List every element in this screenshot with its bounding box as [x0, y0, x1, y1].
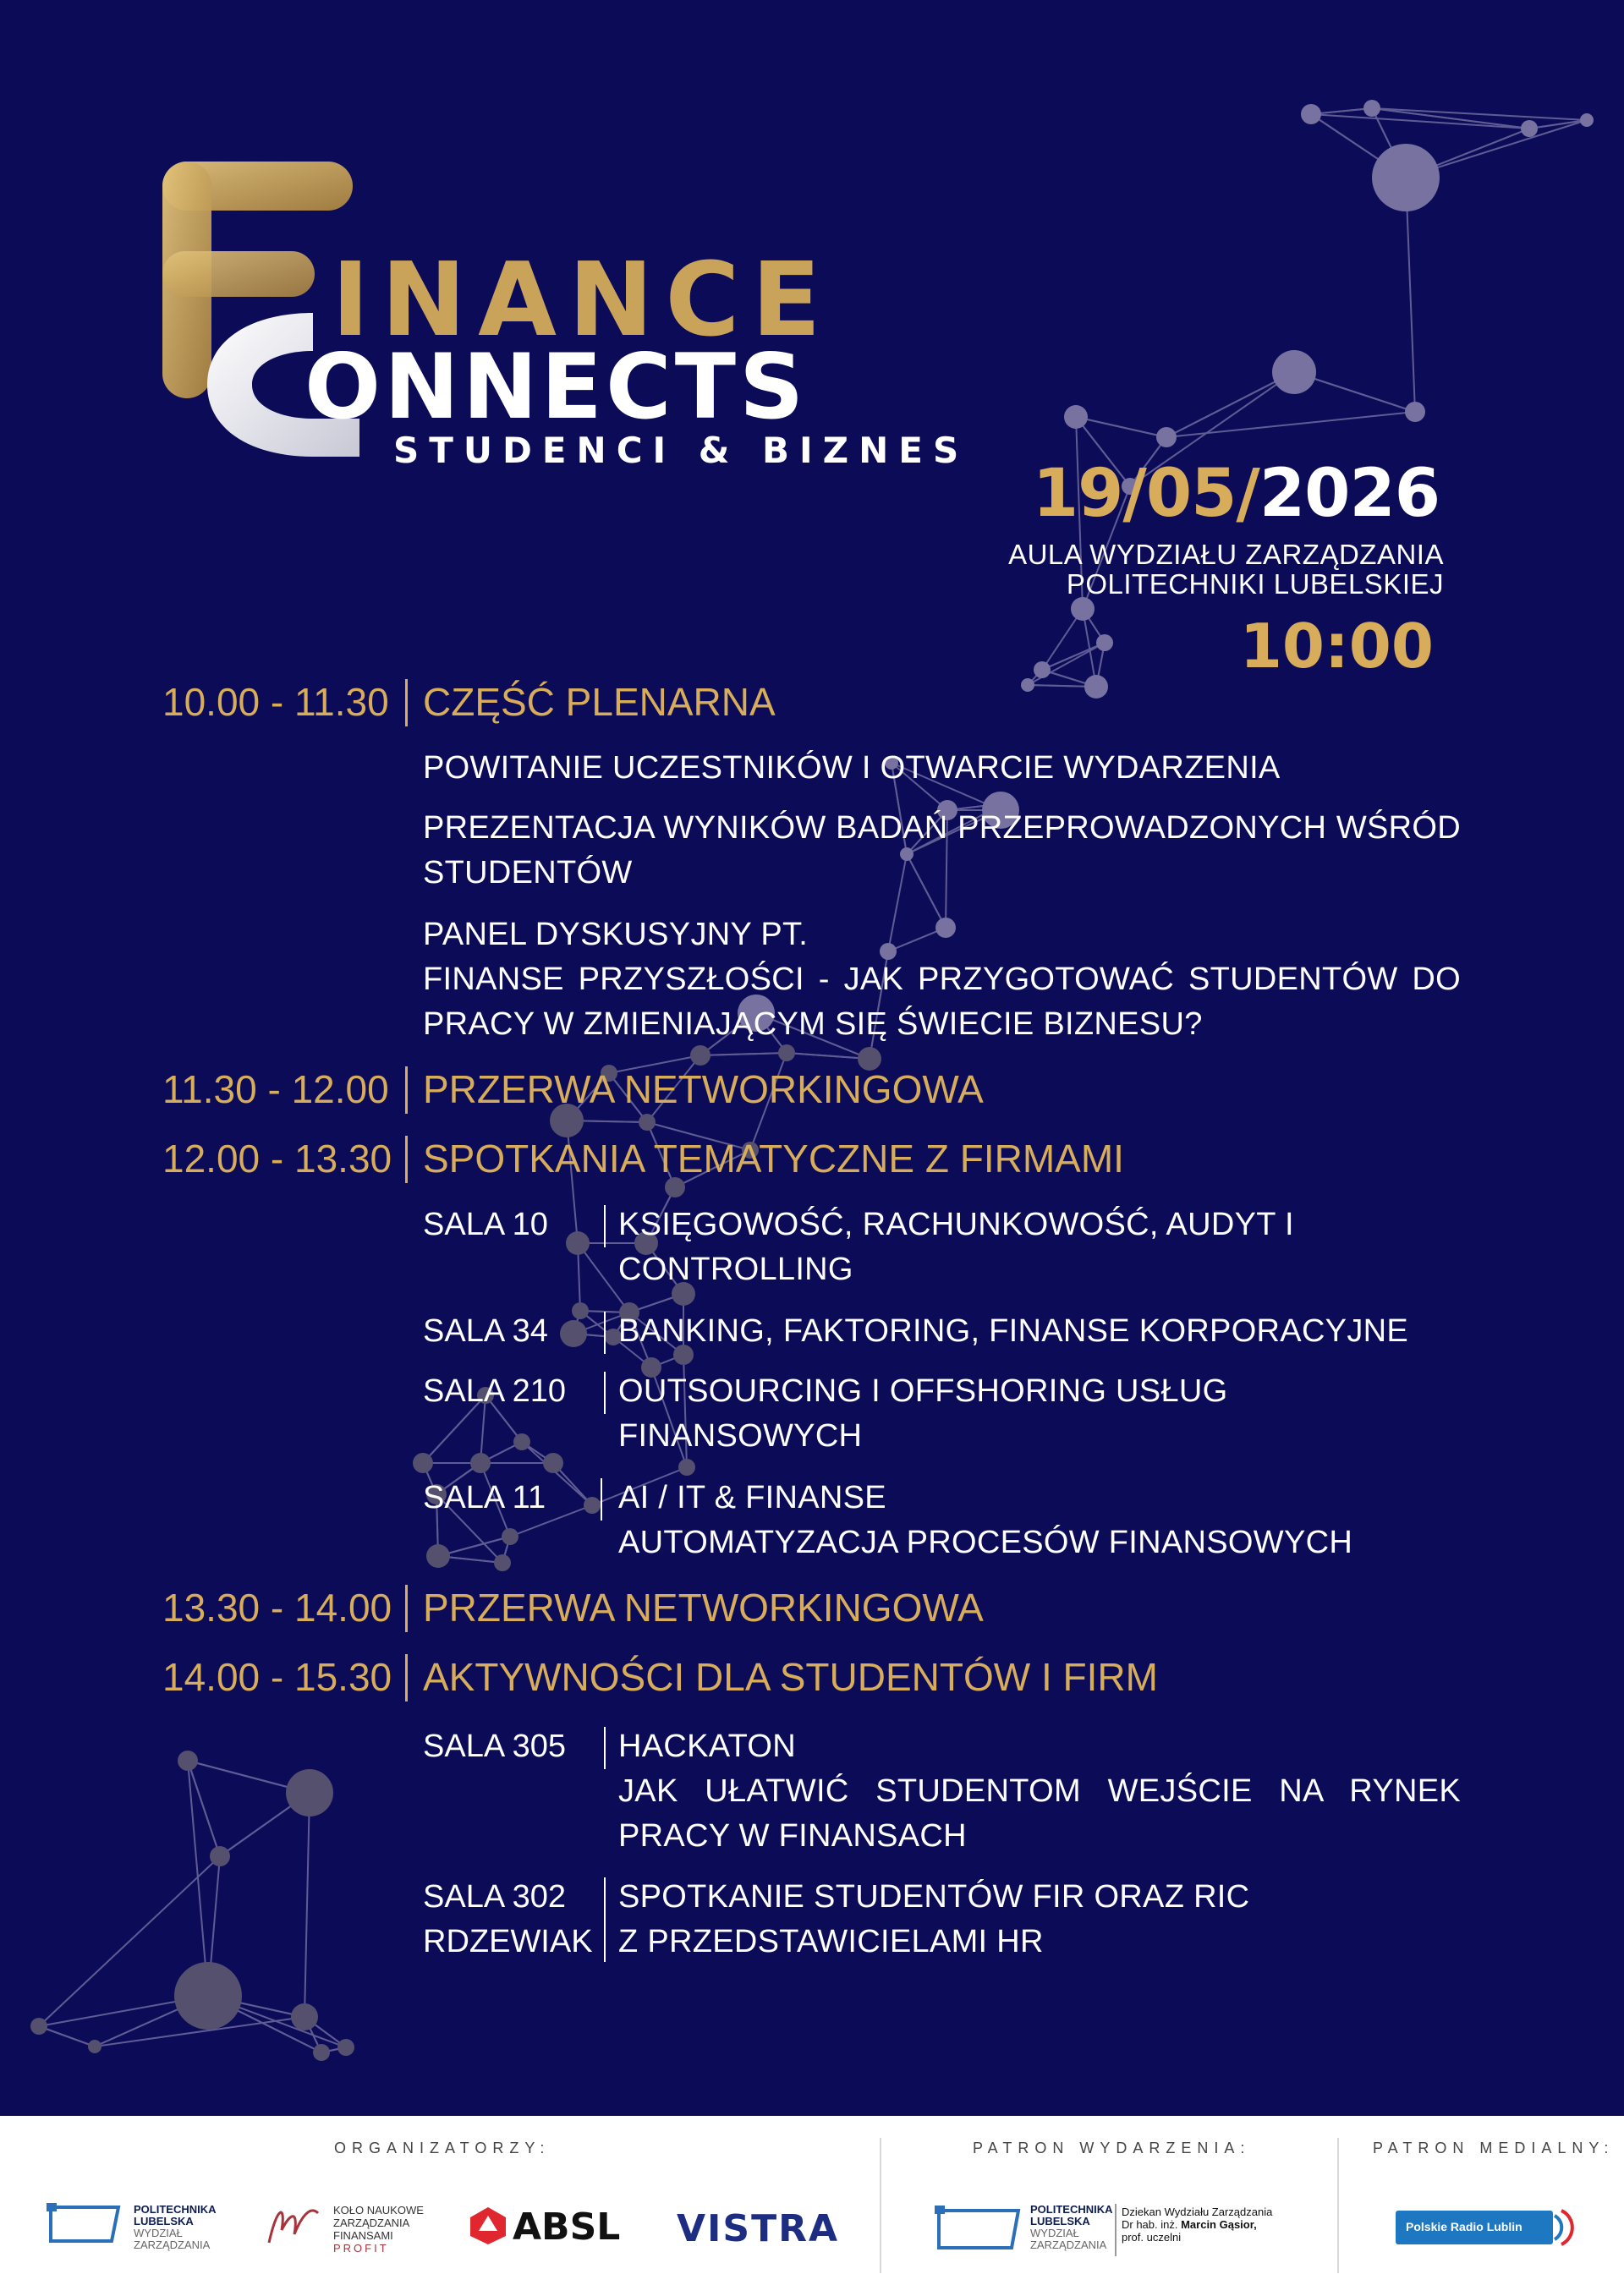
network-node — [1064, 405, 1088, 429]
dean-title: Dziekan Wydziału Zarządzania — [1122, 2206, 1273, 2218]
patron-label: PATRON WYDARZENIA: — [973, 2140, 1251, 2156]
org-name-line: PROFIT — [333, 2242, 389, 2255]
room-label: SALA 302 — [423, 1879, 567, 1915]
section-time: 12.00 - 13.30 — [162, 1137, 392, 1181]
section-divider — [405, 679, 408, 726]
network-node — [494, 1554, 511, 1571]
network-node — [778, 1044, 795, 1061]
event-start-time: 10:00 — [1239, 611, 1434, 682]
network-line — [1406, 178, 1415, 412]
network-node — [513, 1433, 530, 1450]
room-divider — [604, 1312, 606, 1354]
media-patron-label: PATRON MEDIALNY: — [1373, 2140, 1615, 2156]
patron-divider — [1115, 2204, 1116, 2256]
section-divider — [405, 1654, 408, 1701]
room-topic: JAK UŁATWIĆ STUDENTOM WEJŚCIE NA RYNEK PRACY W FINANSACH — [618, 1773, 1461, 1854]
org-sub-line: WYDZIAŁ — [1030, 2227, 1079, 2239]
organizers-label: ORGANIZATORZY: — [334, 2140, 551, 2156]
event-date-daymonth: 19/05/ — [1032, 456, 1259, 532]
room-divider — [601, 1478, 602, 1521]
room-divider — [604, 1372, 606, 1414]
section-time: 14.00 - 15.30 — [162, 1655, 392, 1699]
network-node — [584, 1497, 601, 1514]
room-topic: KSIĘGOWOŚĆ, RACHUNKOWOŚĆ, AUDYT I CONTROLLING — [618, 1207, 1294, 1287]
radio-name: Polskie Radio Lublin — [1406, 2220, 1522, 2233]
room-topic: SPOTKANIE STUDENTÓW FIR ORAZ RIC — [618, 1879, 1250, 1915]
room-divider — [604, 1727, 606, 1769]
room-label: SALA 305 — [423, 1729, 567, 1764]
network-line — [39, 2026, 95, 2047]
footer-divider — [880, 2138, 881, 2273]
room-topic: OUTSOURCING I OFFSHORING USŁUG FINANSOWYCH — [618, 1373, 1228, 1454]
section-time: 13.30 - 14.00 — [162, 1586, 392, 1630]
network-node — [337, 2039, 354, 2056]
network-node — [178, 1751, 198, 1771]
dean-degree: Dr hab. inż. — [1122, 2218, 1182, 2231]
section-title: CZĘŚĆ PLENARNA — [423, 680, 776, 724]
agenda-item: PREZENTACJA WYNIKÓW BADAŃ PRZEPROWADZONYCH WŚRÓD STUDENTÓW — [423, 810, 1461, 890]
section-divider — [405, 1066, 408, 1114]
room-topic: AI / IT & FINANSE — [618, 1480, 886, 1515]
network-node — [1521, 120, 1538, 137]
room-label: RDZEWIAK — [423, 1924, 593, 1959]
network-line — [1529, 120, 1587, 129]
network-line — [1166, 412, 1415, 437]
room-topic: Z PRZEDSTAWICIELAMI HR — [618, 1924, 1044, 1959]
network-node — [1034, 661, 1051, 678]
network-node — [1580, 113, 1594, 127]
network-node — [1156, 427, 1177, 447]
network-node — [1084, 675, 1108, 699]
network-node — [1071, 597, 1095, 621]
sponsors-footer — [0, 2116, 1624, 2296]
org-name-line: POLITECHNIKA — [1030, 2203, 1113, 2216]
room-label: SALA 34 — [423, 1313, 548, 1349]
network-node — [543, 1453, 563, 1473]
network-node — [1405, 402, 1425, 422]
network-node — [470, 1453, 491, 1473]
section-title: PRZERWA NETWORKINGOWA — [423, 1067, 984, 1111]
network-node — [572, 1302, 589, 1319]
dean-name: Marcin Gąsior, — [1181, 2218, 1257, 2231]
network-node — [1272, 350, 1316, 394]
network-node — [690, 1045, 710, 1066]
venue-line-2: POLITECHNIKI LUBELSKIEJ — [1066, 568, 1444, 600]
absl-hexagon-icon — [469, 2206, 508, 2246]
network-node — [566, 1231, 590, 1255]
network-node — [286, 1769, 333, 1817]
logo-tagline: STUDENCI & BIZNES — [393, 430, 969, 471]
org-name-line: ZARZĄDZANIA — [333, 2217, 410, 2229]
politechnika-lubelska-patron-logo-icon — [932, 2202, 1025, 2253]
agenda-item: FINANSE PRZYSZŁOŚCI - JAK PRZYGOTOWAĆ STUDENTÓW DO PRACY W ZMIENIAJĄCYM SIĘ ŚWIECIE BIZNESU? — [423, 962, 1461, 1042]
network-line — [700, 1053, 787, 1055]
org-sub-line: ZARZĄDZANIA — [1030, 2238, 1107, 2251]
network-node — [313, 2044, 330, 2061]
network-node — [639, 1114, 656, 1131]
room-topic: HACKATON — [618, 1729, 797, 1764]
network-node — [560, 1320, 587, 1347]
org-name-line: LUBELSKA — [134, 2215, 194, 2228]
section-divider — [405, 1136, 408, 1183]
network-line — [304, 1793, 310, 2017]
radio-badge — [1396, 2211, 1553, 2244]
section-time: 11.30 - 12.00 — [162, 1067, 389, 1111]
network-node — [502, 1528, 518, 1545]
venue-line-1: AULA WYDZIAŁU ZARZĄDZANIA — [1008, 539, 1444, 570]
section-divider — [405, 1585, 408, 1632]
network-node — [210, 1846, 230, 1866]
room-label: SALA 11 — [423, 1480, 546, 1515]
logo-word-finance: INANCE — [332, 242, 833, 359]
network-node — [1372, 144, 1440, 211]
radio-waves-icon — [1550, 2209, 1575, 2246]
network-node — [291, 2003, 318, 2030]
org-name-line: POLITECHNIKA — [134, 2203, 217, 2216]
section-title: PRZERWA NETWORKINGOWA — [423, 1586, 984, 1630]
network-line — [188, 1761, 208, 1996]
room-label: SALA 210 — [423, 1373, 567, 1409]
network-node — [1096, 634, 1113, 651]
section-title: SPOTKANIA TEMATYCZNE Z FIRMAMI — [423, 1137, 1124, 1181]
politechnika-lubelska-text — [134, 2204, 217, 2251]
agenda-item: POWITANIE UCZESTNIKÓW I OTWARCIE WYDARZENIA — [423, 750, 1281, 786]
section-time: 10.00 - 11.30 — [162, 680, 389, 724]
absl-logo-text: ABSL — [513, 2206, 621, 2249]
network-line — [1372, 108, 1587, 120]
network-node — [1363, 100, 1380, 117]
logo-word-connects: ONNECTS — [304, 335, 808, 439]
event-date — [1032, 456, 1440, 532]
room-divider — [604, 1877, 606, 1962]
network-node — [1021, 678, 1034, 692]
room-divider — [604, 1205, 606, 1247]
room-topic: BANKING, FAKTORING, FINANSE KORPORACYJNE — [618, 1313, 1409, 1349]
knf-profit-logo-icon — [261, 2196, 328, 2255]
knf-profit-text — [333, 2204, 424, 2255]
org-name-line: KOŁO NAUKOWE — [333, 2204, 424, 2217]
network-node — [413, 1453, 433, 1473]
politechnika-lubelska-patron-text — [1030, 2204, 1113, 2251]
agenda-item-title: PANEL DYSKUSYJNY PT. — [423, 917, 809, 952]
section-title: AKTYWNOŚCI DLA STUDENTÓW I FIRM — [423, 1655, 1158, 1699]
room-label: SALA 10 — [423, 1207, 548, 1242]
room-topic: AUTOMATYZACJA PROCESÓW FINANSOWYCH — [618, 1525, 1353, 1560]
vistra-logo-text: VISTRA — [677, 2207, 840, 2250]
event-date-year: 2026 — [1259, 456, 1440, 532]
politechnika-lubelska-logo-icon — [44, 2200, 124, 2247]
network-node — [678, 1459, 695, 1476]
dean-signature-text — [1122, 2206, 1272, 2244]
network-line — [1311, 114, 1529, 129]
network-line — [1372, 108, 1529, 129]
org-name-line: LUBELSKA — [1030, 2215, 1090, 2228]
network-node — [1301, 104, 1321, 124]
dean-position: prof. uczelni — [1122, 2231, 1182, 2244]
org-sub-line: ZARZĄDZANIA — [134, 2238, 211, 2251]
footer-divider — [1337, 2138, 1339, 2273]
org-sub-line: WYDZIAŁ — [134, 2227, 183, 2239]
org-name-line: FINANSAMI — [333, 2229, 393, 2242]
network-node — [174, 1962, 242, 2030]
network-node — [30, 2018, 47, 2035]
network-node — [88, 2040, 102, 2053]
network-node — [426, 1544, 450, 1568]
